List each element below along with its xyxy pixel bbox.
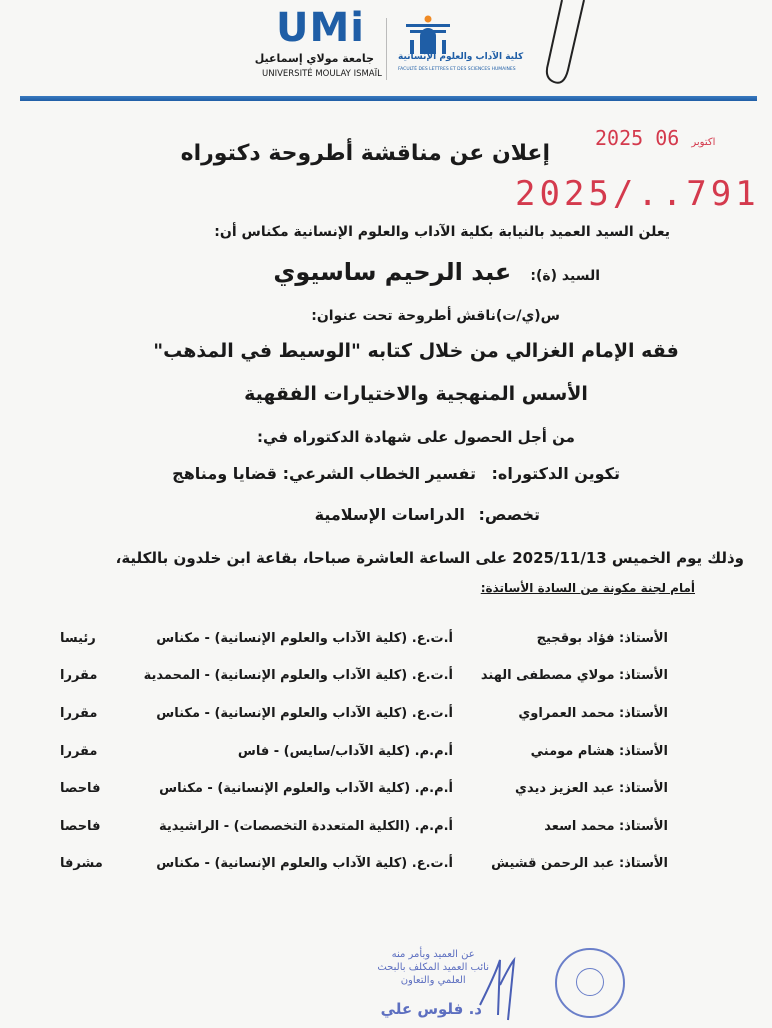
committee-row <box>60 630 668 648</box>
member-role: فاحصا <box>60 781 101 796</box>
committee-row <box>60 780 668 798</box>
paperclip-icon <box>540 0 590 90</box>
specialty-value: الدراسات الإسلامية <box>314 505 465 524</box>
program-value: تفسير الخطاب الشرعي: قضايا ومناهج <box>172 464 476 483</box>
signatory-name: د. فلوس علي <box>380 1000 482 1018</box>
faculty-name-fr: FACULTÉ DES LETTRES ET DES SCIENCES HUMAINES <box>398 67 516 72</box>
member-affiliation: أ.م.م. (الكلية المتعددة التخصصات) - الراشيدية <box>158 819 453 834</box>
member-role: فاحصا <box>60 819 101 834</box>
program-line <box>172 464 620 483</box>
document-title: إعلان عن مناقشة أطروحة دكتوراه <box>180 141 550 166</box>
committee-row <box>60 743 668 761</box>
logo-divider <box>386 18 387 80</box>
candidate-name: عبد الرحيم ساسيوي <box>273 258 512 286</box>
intro-text: يعلن السيد العميد بالنيابة بكلية الآداب والعلوم الإنسانية مكناس أن: <box>214 224 670 240</box>
member-name: الأستاذ: عبد الرحمن قشيش <box>491 856 668 871</box>
stamp-month: اكتوبر <box>691 137 716 148</box>
member-affiliation: أ.ت.ع. (كلية الآداب والعلوم الإنسانية) - المحمدية <box>143 668 453 683</box>
university-logo <box>254 5 382 84</box>
candidate-label: السيد (ة): <box>530 268 600 284</box>
member-name: الأستاذ: محمد العمراوي <box>518 706 668 721</box>
committee-row <box>60 667 668 685</box>
member-affiliation: أ.م.م. (كلية الآداب/سايس) - فاس <box>237 744 453 759</box>
program-label: تكوين الدكتوراه: <box>491 464 620 483</box>
specialty-label: تخصص: <box>478 505 540 524</box>
committee-row <box>60 818 668 836</box>
member-name: الأستاذ: هشام مومني <box>530 744 668 759</box>
member-name: الأستاذ: مولاي مصطفى الهند <box>480 668 668 683</box>
specialty-line <box>315 505 540 524</box>
member-role: مشرفا <box>60 856 103 871</box>
signature-line1: عن العميد وبأمر منه <box>391 949 475 960</box>
thesis-title-line1: فقه الإمام الغزالي من خلال كتابه "الوسيط في المذهب" <box>153 340 679 362</box>
degree-text: من أجل الحصول على شهادة الدكتوراه في: <box>257 428 575 446</box>
reference-number-stamp: 2025/..791 <box>515 174 760 214</box>
stamp-day: 06 <box>655 126 680 150</box>
signature-line2: نائب العميد المكلف بالبحث <box>377 962 489 973</box>
member-affiliation: أ.ت.ع. (كلية الآداب والعلوم الإنسانية) - مكناس <box>156 706 453 721</box>
member-name: الأستاذ: عبد العزيز ديدي <box>515 781 668 796</box>
committee-row <box>60 855 668 873</box>
member-affiliation: أ.ت.ع. (كلية الآداب والعلوم الإنسانية) - مكناس <box>156 856 453 871</box>
member-affiliation: أ.م.م. (كلية الآداب والعلوم الإنسانية) - مكناس <box>159 781 453 796</box>
faculty-name-ar: كلية الآداب والعلوم الإنسانية <box>398 52 524 62</box>
committee-row <box>60 705 668 723</box>
member-role: مقررا <box>60 668 98 683</box>
university-logo-text: UMi <box>276 5 365 51</box>
committee-heading: أمام لجنة مكونة من السادة الأساتذة: <box>480 581 695 595</box>
member-affiliation: أ.ت.ع. (كلية الآداب والعلوم الإنسانية) - مكناس <box>156 631 453 646</box>
thesis-title-line2: الأسس المنهجية والاختيارات الفقهية <box>244 383 588 405</box>
header-rule <box>20 96 757 101</box>
member-name: الأستاذ: محمد اسعد <box>544 819 668 834</box>
candidate-line <box>273 258 600 286</box>
member-role: مقررا <box>60 744 98 759</box>
received-date-stamp <box>595 126 715 150</box>
signature-line3: العلمي والتعاون <box>400 975 466 986</box>
member-role: مقررا <box>60 706 98 721</box>
member-name: الأستاذ: فؤاد بوقجيج <box>536 631 668 646</box>
member-role: رئيسا <box>60 631 96 646</box>
university-name-ar: جامعة مولاي إسماعيل <box>254 52 374 65</box>
stamp-year: 2025 <box>595 126 644 150</box>
official-seal-inner <box>576 968 604 996</box>
thesis-intro: س(ي/ت)ناقش أطروحة تحت عنوان: <box>311 308 560 324</box>
university-name-fr: UNIVERSITÉ MOULAY ISMAÏL <box>262 69 382 79</box>
schedule-text: وذلك يوم الخميس 2025/11/13 على الساعة العاشرة صباحا، بقاعة ابن خلدون بالكلية، <box>115 549 744 567</box>
faculty-logo <box>398 14 524 84</box>
